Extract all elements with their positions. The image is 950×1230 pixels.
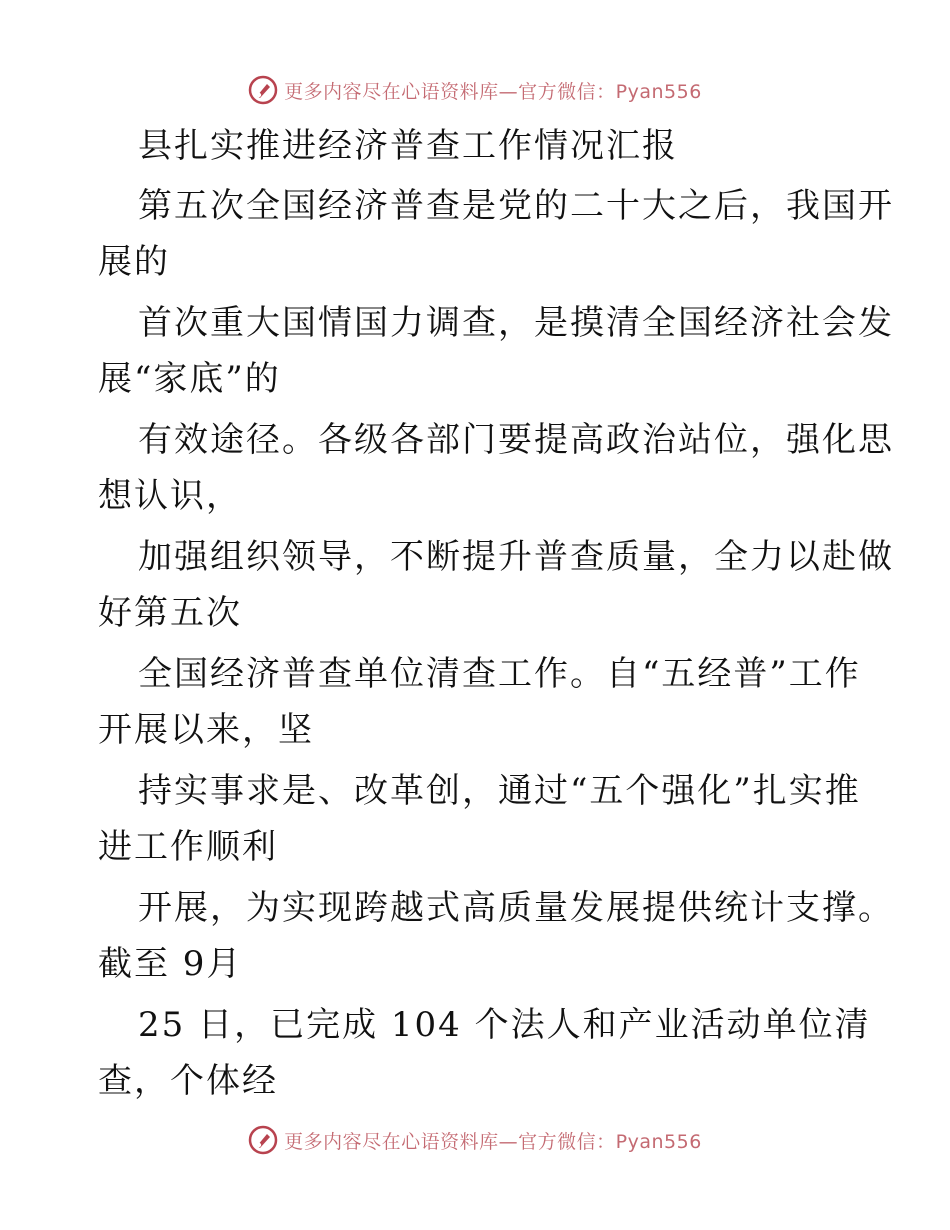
paragraph-line: 持实事求是、改革创，通过“五个强化”扎实推 [138, 771, 861, 811]
paragraph-line: 开展，为实现跨越式高质量发展提供统计支撑。 [138, 888, 894, 928]
watermark-text: 更多内容尽在心语资料库—官方微信：Pyan556 [284, 80, 702, 103]
paragraph-line: 加强组织领导，不断提升普查质量，全力以赴做 [138, 537, 894, 577]
document-title: 县扎实推进经济普查工作情况汇报 [138, 126, 678, 166]
pen-nib-logo-icon [248, 1125, 278, 1155]
paragraph-line: 查，个体经 [98, 1061, 278, 1101]
paragraph-line: 开展以来，坚 [98, 710, 314, 750]
paragraph-line: 有效途径。各级各部门要提高政治站位，强化思 [138, 420, 894, 460]
paragraph-line: 25 日，已完成 104 个法人和产业活动单位清 [138, 1005, 871, 1045]
paragraph-line: 截至 9月 [98, 944, 243, 984]
watermark-text: 更多内容尽在心语资料库—官方微信：Pyan556 [284, 1130, 702, 1153]
paragraph-line: 首次重大国情国力调查，是摸清全国经济社会发 [138, 303, 894, 343]
paragraph-line: 全国经济普查单位清查工作。自“五经普”工作 [138, 654, 861, 694]
paragraph-line: 进工作顺利 [98, 827, 278, 867]
paragraph-line: 想认识， [98, 476, 242, 516]
paragraph-line: 展的 [98, 242, 170, 282]
paragraph-line: 展“家底”的 [98, 359, 281, 399]
paragraph-line: 好第五次 [98, 593, 242, 633]
paragraph-line: 第五次全国经济普查是党的二十大之后，我国开 [138, 186, 894, 226]
footer-watermark [0, 1120, 950, 1160]
